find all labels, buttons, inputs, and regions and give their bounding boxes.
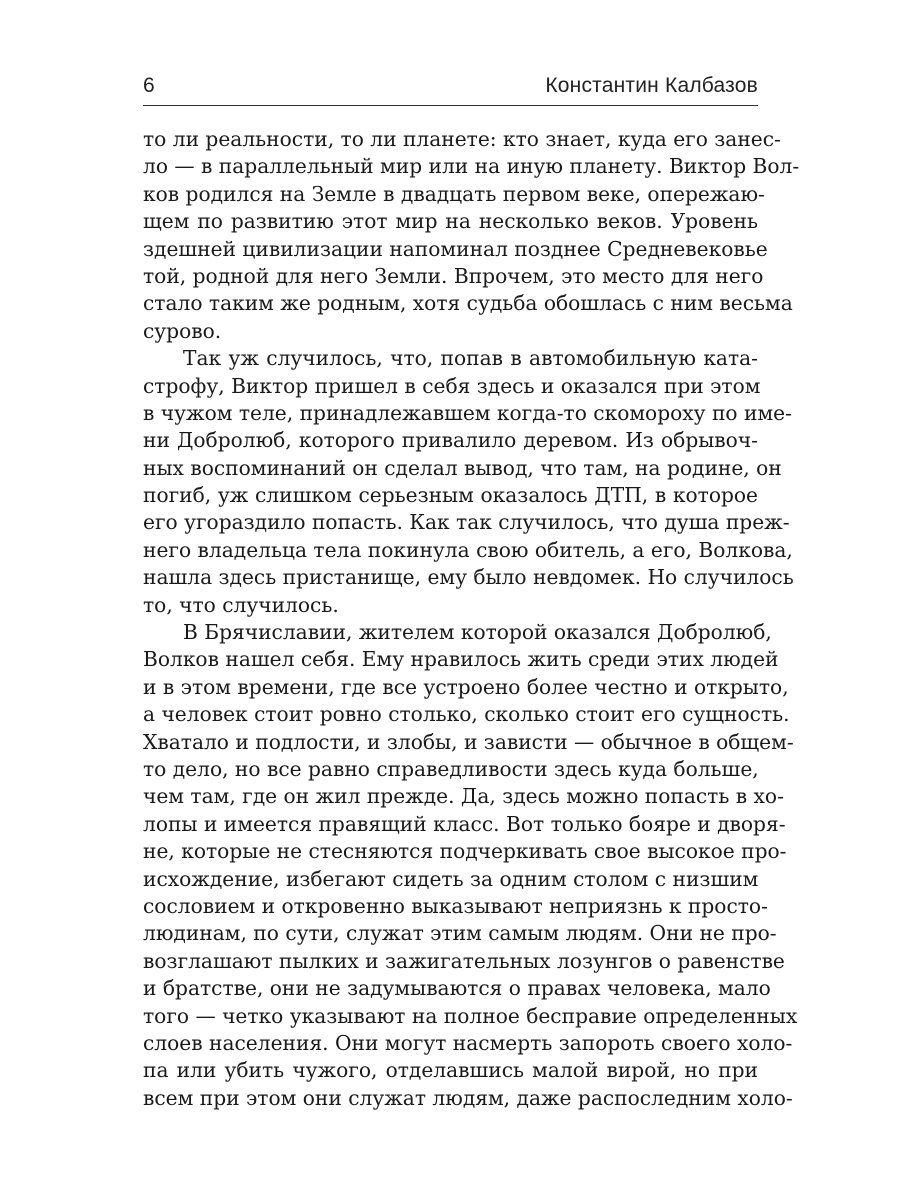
- text-line: людинам, по сути, служат этим самым людям. Они не про-: [143, 921, 777, 946]
- text-line: возглашают пылких и зажигательных лозунгов о равенстве: [143, 948, 785, 973]
- text-line: чем там, где он жил прежде. Да, здесь можно попасть в хо-: [143, 784, 784, 809]
- text-line: нашла здесь пристанище, ему было невдомек. Но случилось: [143, 565, 794, 590]
- text-line: того — четко указывают на полное бесправие определенных: [143, 1003, 798, 1028]
- text-line: погиб, уж слишком серьезным оказалось ДТП, в которое: [143, 483, 758, 508]
- text-line: то дело, но все равно справедливости здесь куда больше,: [143, 756, 759, 781]
- text-line: слоев населения. Они могут насмерть запороть своего холо-: [143, 1030, 793, 1055]
- page-header: [143, 74, 758, 104]
- paragraph: [143, 126, 800, 345]
- header-divider: [143, 105, 758, 106]
- running-head-author: Константин Калбазов: [545, 74, 758, 97]
- text-line: то ли реальности, то ли планете: кто знает, куда его занес-: [143, 127, 781, 151]
- page-number: 6: [143, 74, 155, 97]
- text-line: сурово.: [143, 318, 222, 343]
- text-line: строфу, Виктор пришел в себя здесь и оказался при этом: [143, 373, 761, 398]
- text-line: исхождение, избегают сидеть за одним столом с низшим: [143, 866, 759, 891]
- text-line: щем по развитию этот мир на несколько веков. Уровень: [143, 209, 758, 234]
- body-text: [143, 126, 800, 1112]
- text-line: ни Добролюб, которого привалило деревом. Из обрывоч-: [143, 428, 758, 453]
- paragraph: [143, 345, 794, 619]
- text-line: В Брячиславии, жителем которой оказался Добролюб,: [183, 620, 772, 645]
- text-line: Хватало и подлости, и злобы, и зависти — обычное в общем-: [143, 729, 794, 754]
- text-line: здешней цивилизации напоминал позднее Средневековье: [143, 236, 768, 261]
- text-line: то, что случилось.: [143, 592, 339, 617]
- text-line: сословием и откровенно выказывают неприязнь к просто-: [143, 893, 768, 918]
- text-line: Волков нашел себя. Ему нравилось жить среди этих людей: [143, 647, 779, 672]
- text-line: лопы и имеется правящий класс. Вот только бояре и дворя-: [143, 811, 786, 836]
- text-line: его угораздило попасть. Как так случилось, что душа преж-: [143, 510, 790, 535]
- text-line: а человек стоит ровно столько, сколько стоит его сущность.: [143, 702, 790, 727]
- text-line: всем при этом они служат людям, даже распоследним холо-: [143, 1085, 793, 1110]
- text-line: той, родной для него Земли. Впрочем, это место для него: [143, 263, 764, 288]
- text-line: Так уж случилось, что, попав в автомобильную ката-: [183, 346, 758, 371]
- text-line: ло — в параллельный мир или на иную планету. Виктор Вол-: [143, 154, 800, 179]
- text-line: и братстве, они не задумываются о правах человека, мало: [143, 976, 771, 1001]
- paragraph: [143, 619, 798, 1112]
- text-line: него владельца тела покинула свою обитель, а его, Волкова,: [143, 537, 793, 562]
- text-line: ков родился на Земле в двадцать первом веке, опережаю-: [143, 181, 765, 206]
- text-line: в чужом теле, принадлежавшем когда-то скомороху по име-: [143, 400, 792, 425]
- text-line: и в этом времени, где все устроено более честно и открыто,: [143, 674, 789, 699]
- text-line: па или убить чужого, отделавшись малой вирой, но при: [143, 1058, 758, 1083]
- text-line: не, которые не стесняются подчеркивать свое высокое про-: [143, 839, 787, 864]
- text-line: ных воспоминаний он сделал вывод, что там, на родине, он: [143, 455, 782, 480]
- text-line: стало таким же родным, хотя судьба обошлась с ним весьма: [143, 291, 793, 316]
